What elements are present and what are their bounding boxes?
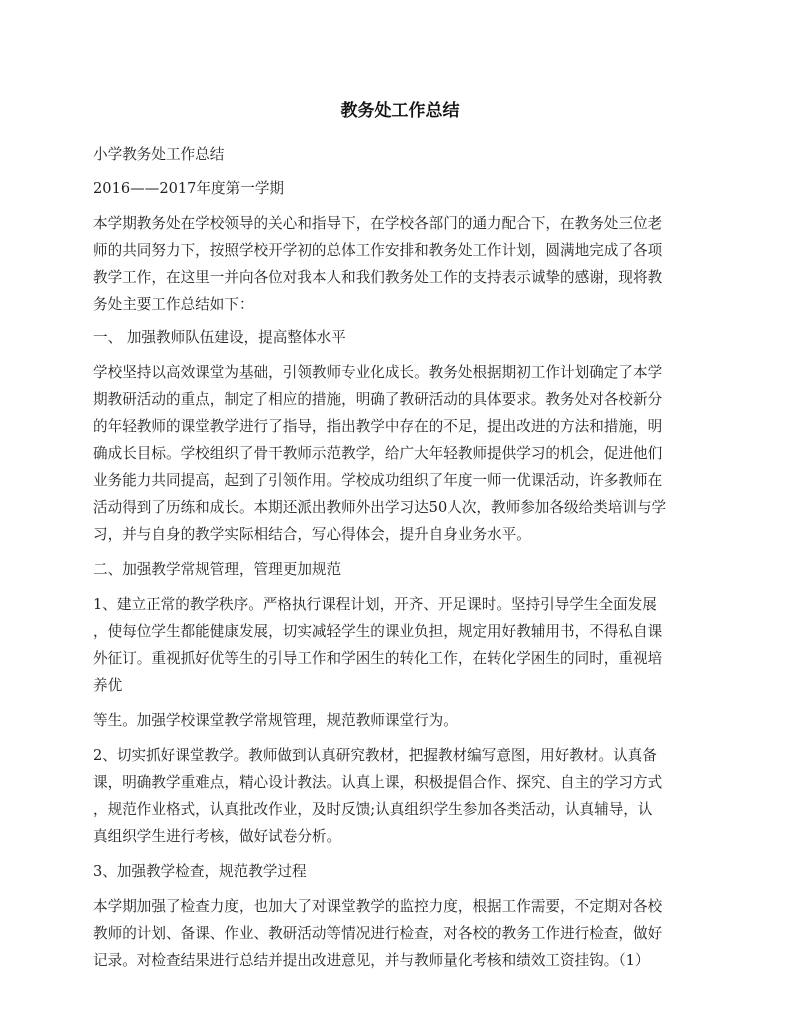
- section2-heading: 二、加强教学常规管理，管理更加规范: [93, 561, 342, 578]
- item1-line: 养优: [93, 677, 123, 694]
- section1-line: 的年轻教师的课堂教学进行了指导，指出教学中存在的不足，提出改进的方法和措施，明: [93, 418, 663, 435]
- intro-line: 务处主要工作总结如下：: [93, 296, 254, 313]
- section1-line: 活动得到了历练和成长。本期还派出教师外出学习达50人次，教师参加各级给类培训与学: [93, 499, 667, 516]
- intro-line: 本学期教务处在学校领导的关心和指导下，在学校各部门的通力配合下，在教务处三位老: [93, 215, 663, 232]
- item2-line: 2、切实抓好课堂教学。教师做到认真研究教材，把握教材编写意图，用好教材。认真备: [93, 747, 657, 764]
- section1-line: 确成长目标。学校组织了骨干教师示范教学，给广大年轻教师提供学习的机会，促进他们: [93, 445, 663, 462]
- item1-continuation: 等生。加强学校课堂教学常规管理，规范教师课堂行为。: [93, 712, 458, 729]
- item3-line: 教师的计划、备课、作业、教研活动等情况进行检查，对各校的教务工作进行检查，做好: [93, 925, 663, 942]
- section1-line: 学校坚持以高效课堂为基础，引领教师专业化成长。教务处根据期初工作计划确定了本学: [93, 364, 663, 381]
- section1-line: 业务能力共同提高，起到了引领作用。学校成功组织了年度一师一优课活动，许多教师在: [93, 472, 663, 489]
- item1-line: ，使每位学生都能健康发展，切实减轻学生的课业负担，规定用好教辅用书，不得私自课: [93, 623, 663, 640]
- intro-line: 教学工作，在这里一并向各位对我本人和我们教务处工作的支持表示诚挚的感谢，现将教: [93, 269, 663, 286]
- document-title: 教务处工作总结: [340, 101, 460, 121]
- item1-line: 1、建立正常的教学秩序。严格执行课程计划，开齐、开足课时。坚持引导学生全面发展: [93, 596, 657, 613]
- subtitle: 小学教务处工作总结: [93, 146, 225, 163]
- section1-heading: 一、 加强教师队伍建设，提高整体水平: [93, 329, 346, 346]
- item3-line: 本学期加强了检查力度，也加大了对课堂教学的监控力度，根据工作需要，不定期对各校: [93, 898, 663, 915]
- item3-heading: 3、加强教学检查，规范教学过程: [93, 863, 307, 880]
- section1-line: 习，并与自身的教学实际相结合，写心得体会，提升自身业务水平。: [93, 526, 531, 543]
- item3-line: 记录。对检查结果进行总结并提出改进意见，并与教师量化考核和绩效工资挂钩。（1）: [93, 952, 650, 969]
- item2-line: 课，明确教学重难点，精心设计教法。认真上课，积极提倡合作、探究、自主的学习方式: [93, 774, 663, 791]
- item2-line: ，规范作业格式，认真批改作业，及时反馈;认真组织学生参加各类活动，认真辅导，认: [93, 801, 653, 818]
- term-label: 2016——2017年度第一学期: [93, 180, 285, 197]
- intro-line: 师的共同努力下，按照学校开学初的总体工作安排和教务处工作计划，圆满地完成了各项: [93, 242, 663, 259]
- item1-line: 外征订。重视抓好优等生的引导工作和学困生的转化工作，在转化学困生的同时，重视培: [93, 650, 663, 667]
- section1-line: 期教研活动的重点，制定了相应的措施，明确了教研活动的具体要求。教务处对各校新分: [93, 391, 663, 408]
- item2-line: 真组织学生进行考核，做好试卷分析。: [93, 828, 342, 845]
